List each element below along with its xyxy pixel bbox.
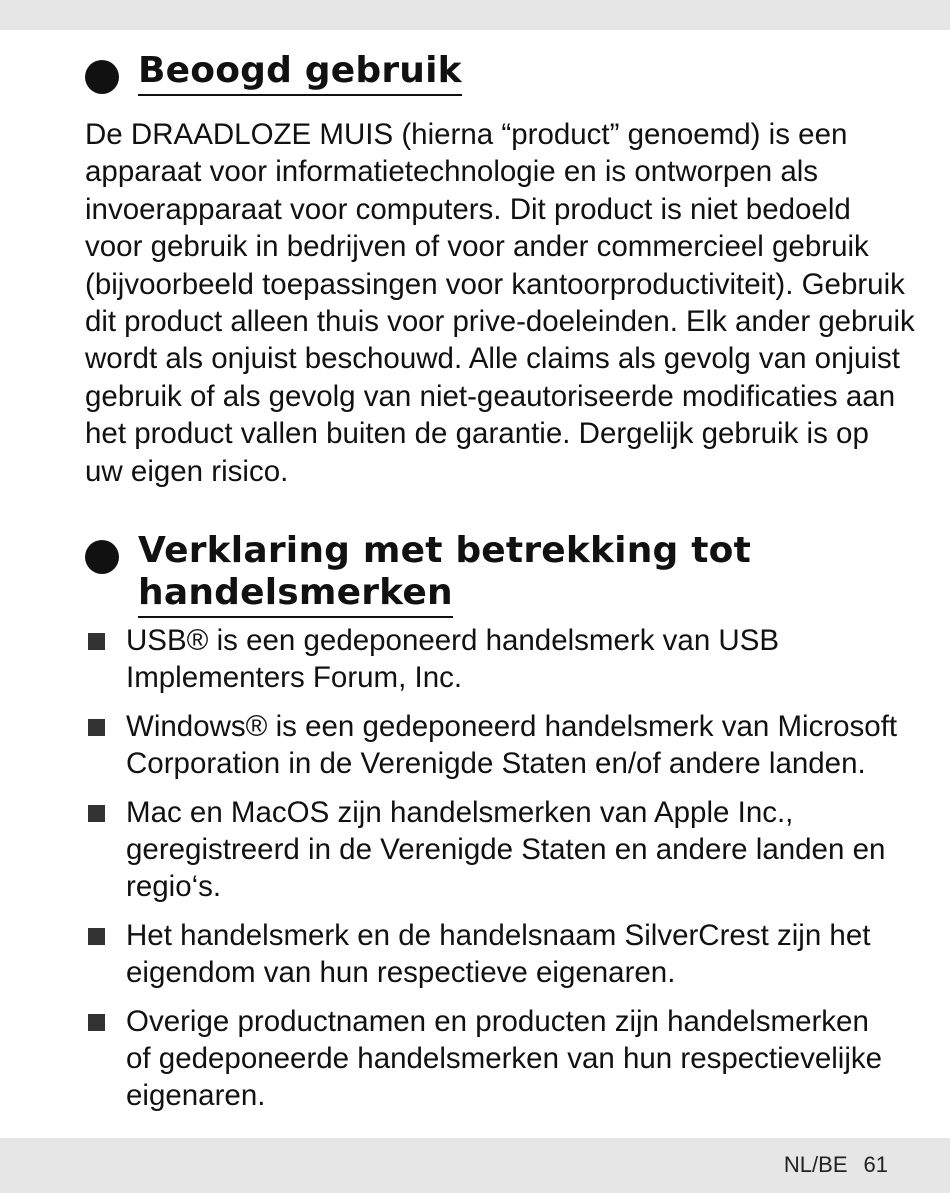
paragraph-line: gebruik of als gevolg van niet-geautoriseerde modificaties aan xyxy=(85,379,896,413)
list-item-line: Windows® is een gedeponeerd handelsmerk van Microsoft xyxy=(126,709,898,743)
list-item-line: Corporation in de Verenigde Staten en/of andere landen. xyxy=(126,747,866,781)
paragraph-line: voor gebruik in bedrijven of voor ander commercieel gebruik xyxy=(85,230,869,264)
paragraph-line: het product vallen buiten de garantie. Dergelijk gebruik is op xyxy=(85,417,869,451)
page-footer xyxy=(0,1138,950,1193)
paragraph-line: invoerapparaat voor computers. Dit product is niet bedoeld xyxy=(85,192,851,226)
filled-square-icon xyxy=(88,928,105,945)
heading-title: Beoogd gebruik xyxy=(138,50,462,96)
page-number: 61 xyxy=(863,1152,888,1177)
list-item xyxy=(88,794,918,906)
intended-use-paragraph xyxy=(85,116,915,490)
list-item-line: eigenaren. xyxy=(126,1079,266,1113)
paragraph-line: dit product alleen thuis voor prive-doeleinden. Elk ander gebruik xyxy=(85,305,915,339)
list-item-line: regio‘s. xyxy=(126,870,222,904)
list-item-line: Mac en MacOS zijn handelsmerken van Apple Inc., xyxy=(126,795,794,829)
filled-square-icon xyxy=(88,805,105,822)
list-item xyxy=(88,622,918,697)
filled-square-icon xyxy=(88,719,105,736)
list-item xyxy=(88,1003,918,1115)
list-item-line: eigendom van hun respectieve eigenaren. xyxy=(126,956,676,990)
paragraph-line: wordt als onjuist beschouwd. Alle claims als gevolg van onjuist xyxy=(85,342,900,376)
list-item-line: Overige productnamen en producten zijn handelsmerken xyxy=(126,1004,869,1038)
language-code: NL/BE xyxy=(783,1152,848,1177)
heading-title-line: Verklaring met betrekking tot xyxy=(138,530,752,571)
list-item-line: Het handelsmerk en de handelsnaam SilverCrest zijn het xyxy=(126,918,871,952)
section-heading-intended-use xyxy=(85,50,462,96)
filled-circle-icon xyxy=(85,60,119,94)
list-item-line: Implementers Forum, Inc. xyxy=(126,661,463,695)
list-item xyxy=(88,708,918,783)
list-item-line: USB® is een gedeponeerd handelsmerk van USB xyxy=(126,624,780,657)
trademark-list xyxy=(88,622,918,1126)
filled-square-icon xyxy=(88,633,105,650)
paragraph-line: apparaat voor informatietechnologie en is ontworpen als xyxy=(85,155,819,189)
list-item xyxy=(88,917,918,992)
list-item-line: of gedeponeerde handelsmerken van hun respectievelijke xyxy=(126,1042,883,1076)
filled-circle-icon xyxy=(85,540,119,574)
paragraph-line: (bijvoorbeeld toepassingen voor kantoorproductiviteit). Gebruik xyxy=(85,267,905,301)
filled-square-icon xyxy=(88,1014,105,1031)
list-item-line: geregistreerd in de Verenigde Staten en andere landen en xyxy=(126,833,886,867)
section-heading-trademarks xyxy=(85,530,751,618)
footer-info xyxy=(784,1152,888,1178)
heading-title-line: handelsmerken xyxy=(138,572,453,618)
manual-page xyxy=(0,30,950,1138)
paragraph-line: uw eigen risico. xyxy=(85,454,289,488)
paragraph-line: De DRAADLOZE MUIS (hierna “product” genoemd) is een xyxy=(85,118,848,151)
